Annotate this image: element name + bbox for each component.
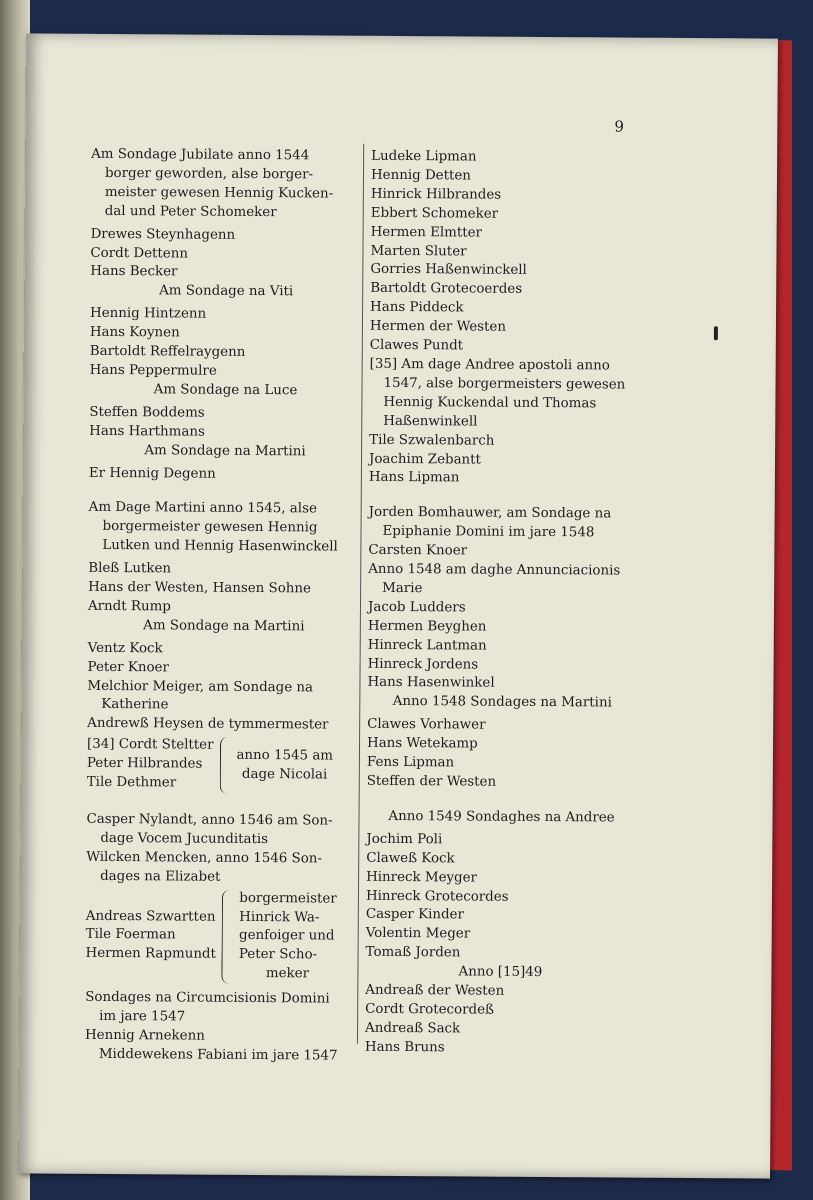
text-line: dage Vocem Jucunditatis [100, 830, 269, 848]
name-entry: Tomaß Jorden [365, 945, 461, 961]
name-entry: Hermen Rapmundt [85, 946, 216, 963]
date-heading: Am Sondage na Viti [159, 283, 294, 300]
name-entry: Hermen der Westen [369, 318, 507, 335]
entry-paragraph [369, 356, 640, 434]
name-entry: Carsten Knoer [368, 542, 468, 559]
bracket-note: Peter Scho- [238, 947, 318, 963]
text-line: borger geworden, alse borger- [104, 165, 314, 183]
page-number: 9 [614, 117, 624, 136]
bracket-note: genfoiger und [239, 928, 335, 945]
name-entry: Andreaß Sack [364, 1020, 461, 1037]
date-heading: Anno [15]49 [458, 964, 543, 981]
name-entry: Hans Harthmans [89, 423, 205, 440]
name-entry: Ventz Kock [87, 640, 163, 657]
text-line: dages na Elizabet [100, 868, 221, 885]
name-entry: Bleß Lutken [88, 560, 172, 577]
text-line: 1547, alse borgermeisters gewesen [383, 375, 626, 393]
text-line: meister gewesen Hennig Kucken- [104, 184, 334, 202]
name-entry: Fens Lipman [366, 754, 455, 771]
brace-icon [222, 889, 234, 984]
text-line: Anno 1548 am daghe Annunciacionis [368, 561, 621, 579]
name-entry: Volentin Meger [365, 926, 471, 942]
date-heading: Am Sondage na Martini [144, 442, 306, 459]
text-line: Haßenwinkell [383, 413, 478, 430]
date-heading: Am Sondage na Martini [143, 618, 305, 635]
name-entry: Andrewß Heysen de tymmermester [87, 716, 329, 733]
name-entry: Cordt Grotecordeß [365, 1001, 495, 1018]
entry-paragraph [87, 677, 359, 717]
right-column [365, 148, 641, 1060]
text-line: Casper Nylandt, anno 1546 am Son- [86, 811, 333, 829]
name-entry: Hans der Westen, Hansen Sohne [88, 579, 312, 597]
name-entry: Hans Wetekamp [366, 735, 478, 752]
name-entry: Steffen Boddems [89, 404, 205, 421]
name-entry: Clawes Vorhawer [367, 717, 486, 733]
bracket-note: anno 1545 am [236, 747, 334, 764]
name-entry: Hans Becker [90, 264, 178, 280]
name-entry: Ludeke Lipman [371, 148, 477, 165]
name-entry: Er Hennig Degenn [88, 465, 216, 482]
name-entry: Hinrick Hilbrandes [370, 186, 502, 203]
text-line: Marie [382, 580, 423, 597]
entry-paragraph [368, 504, 638, 544]
name-entry: Joachim Zebantt [368, 451, 482, 468]
name-entry: Hennig Arnekenn [84, 1027, 205, 1044]
name-entry: Hans Peppermulre [89, 362, 217, 379]
name-entry: Hermen Beyghen [367, 618, 487, 635]
name-entry: Hinreck Grotecordes [365, 888, 509, 905]
text-line: Wilcken Mencken, anno 1546 Son- [86, 849, 323, 867]
name-entry: Hans Bruns [364, 1039, 445, 1056]
entry-paragraph [85, 989, 357, 1029]
text-line: Jorden Bomhauwer, am Sondage na [368, 505, 612, 522]
name-entry: Arndt Rump [87, 598, 171, 615]
name-entry: Tile Dethmer [86, 774, 177, 791]
name-entry: Bartoldt Grotecoerdes [370, 281, 523, 298]
name-entry: Claweß Kock [366, 850, 455, 867]
name-entry: Steffen der Westen [366, 773, 497, 790]
bracket-note: borgermeister [239, 890, 337, 907]
name-entry: Andreaß der Westen [365, 982, 505, 999]
text-line: Am Dage Martini anno 1545, alse [88, 500, 317, 517]
text-line: Epiphanie Domini im jare 1548 [382, 524, 595, 541]
bracket-note: Hinrick Wa- [239, 909, 320, 925]
name-entry: Tile Foerman [85, 927, 176, 943]
entry-paragraph [86, 811, 358, 851]
entry-paragraph [368, 561, 638, 601]
name-entry: Hans Hasenwinkel [367, 675, 495, 692]
name-entry: Hinreck Meyger [366, 869, 478, 886]
text-line: Lutken und Hennig Hasenwinckell [102, 538, 338, 555]
text-line: Am Sondage Jubilate anno 1544 [91, 146, 310, 164]
entry-paragraph [91, 146, 364, 224]
name-entry: [34] Cordt Steltter [86, 737, 214, 753]
text-line: [35] Am dage Andree apostoli anno [369, 356, 610, 374]
name-entry: Hennig Detten [370, 167, 471, 184]
text-line: im jare 1547 [99, 1008, 186, 1025]
name-entry: Clawes Pundt [369, 337, 464, 354]
name-entry: Gorries Haßenwinckell [370, 262, 527, 279]
book-page [18, 33, 778, 1178]
name-entry: Jochim Poli [366, 831, 443, 848]
bracket-note: dage Nicolai [241, 766, 328, 783]
name-entry: Andreas Szwartten [85, 908, 216, 925]
date-heading: Middewekens Fabiani im jare 1547 [98, 1046, 338, 1064]
name-entry: Hinreck Lantman [367, 637, 487, 654]
entry-paragraph [88, 499, 360, 558]
brace-icon [219, 737, 230, 794]
text-line: Hennig Kuckendal und Thomas [383, 394, 597, 412]
name-entry: Hinreck Jordens [367, 656, 479, 673]
text-line: Melchior Meiger, am Sondage na [87, 678, 314, 695]
bracket-note: meker [265, 966, 310, 982]
name-entry: Jacob Ludders [367, 599, 466, 616]
name-entry: Hans Piddeck [370, 300, 464, 316]
bracket-group [85, 888, 358, 984]
name-entry: Hans Lipman [368, 470, 460, 486]
name-entry: Hans Koynen [89, 324, 180, 341]
name-entry: Ebbert Schomeker [370, 205, 499, 222]
date-heading: Anno 1549 Sondaghes na Andree [388, 808, 615, 826]
name-entry: Hennig Hintzenn [89, 306, 207, 322]
text-line: dal und Peter Schomeker [104, 203, 277, 220]
left-column [85, 146, 363, 1067]
name-entry: Cordt Dettenn [90, 245, 189, 262]
name-entry: Hermen Elmtter [370, 224, 483, 241]
date-heading: Am Sondage na Luce [153, 382, 298, 399]
ink-mark [714, 326, 718, 340]
text-line: Sondages na Circumcisionis Domini [85, 989, 330, 1007]
text-line: Katherine [101, 697, 169, 713]
name-entry: Tile Szwalenbarch [369, 432, 495, 449]
name-entry: Bartoldt Reffelraygenn [89, 343, 246, 360]
name-entry: Peter Hilbrandes [86, 756, 203, 772]
name-entry: Drewes Steynhagenn [90, 226, 236, 243]
entry-paragraph [86, 849, 358, 889]
name-entry: Peter Knoer [87, 659, 169, 676]
date-heading: Anno 1548 Sondages na Martini [392, 694, 612, 711]
bracket-group [87, 736, 359, 795]
name-entry: Marten Sluter [370, 243, 467, 260]
name-entry: Casper Kinder [365, 907, 464, 923]
text-line: borgermeister gewesen Hennig [102, 519, 318, 536]
